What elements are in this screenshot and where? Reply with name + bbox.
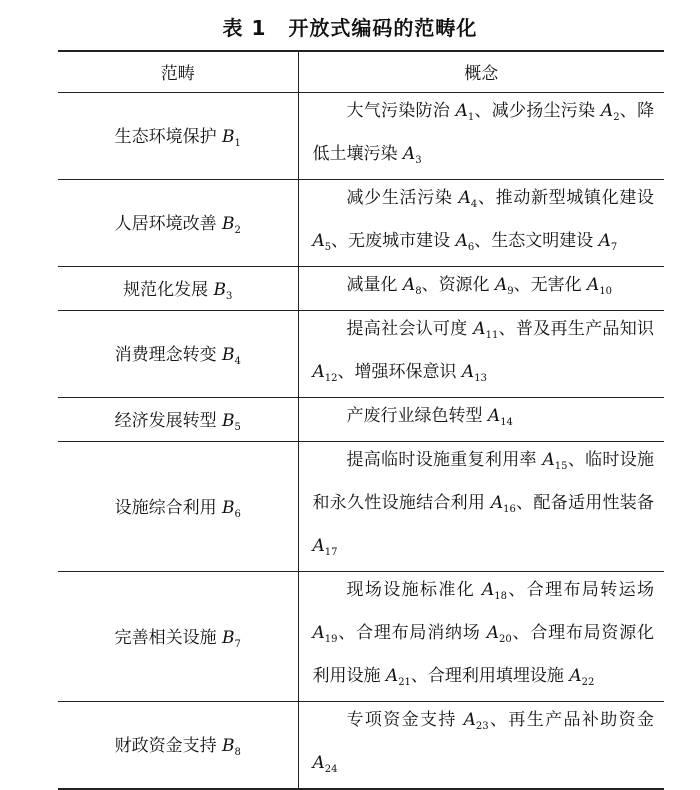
code-letter: A xyxy=(402,143,416,164)
concept-text xyxy=(313,442,655,571)
separator: 、 xyxy=(410,665,428,686)
code-index: 20 xyxy=(499,633,512,645)
code-letter: A xyxy=(486,622,500,643)
header-row xyxy=(58,51,664,92)
code-letter: A xyxy=(312,361,325,382)
code-index: 6 xyxy=(467,241,475,253)
separator: 、 xyxy=(337,622,357,643)
table-body xyxy=(58,92,664,789)
code-index: 24 xyxy=(324,763,338,775)
code-index: 8 xyxy=(415,285,422,297)
concept-cell xyxy=(298,179,664,266)
code-letter: A xyxy=(569,665,582,686)
category-name: 经济发展转型 xyxy=(114,410,217,431)
code-letter: B xyxy=(222,214,235,234)
code-letter: A xyxy=(490,492,504,513)
code-letter: A xyxy=(312,752,325,773)
concept-cell xyxy=(298,266,664,310)
code-letter: A xyxy=(402,274,416,295)
code-index: 17 xyxy=(324,546,338,558)
separator: 、 xyxy=(511,622,531,643)
code-letter: A xyxy=(458,187,471,208)
code-index: 2 xyxy=(234,225,241,236)
concept-name: 再生产品补助资金 xyxy=(508,709,655,730)
concept-name: 合理布局消纳场 xyxy=(356,622,481,643)
code-index: 7 xyxy=(234,638,241,650)
concept-name: 大气污染防治 xyxy=(346,100,450,121)
code-index: 5 xyxy=(234,421,241,433)
code-letter: A xyxy=(463,709,476,730)
code-letter: A xyxy=(494,274,508,295)
concept-name: 产废行业绿色转型 xyxy=(346,405,483,426)
code-index: 14 xyxy=(500,416,513,428)
coding-table xyxy=(58,50,664,790)
concept-name: 合理布局资源化利用设施 xyxy=(312,622,654,686)
code-letter: A xyxy=(598,230,611,251)
concept-cell xyxy=(298,310,664,397)
table-number: 表 1 xyxy=(222,16,267,40)
concept-name: 降低土壤污染 xyxy=(312,100,655,164)
concept-name: 现场设施标准化 xyxy=(346,579,476,600)
code-letter: A xyxy=(587,274,600,295)
category-cell xyxy=(58,441,298,571)
concept-cell xyxy=(298,441,664,571)
concept-cell xyxy=(298,397,664,441)
code-letter: A xyxy=(487,405,501,426)
table-row xyxy=(58,571,664,701)
code-index: 22 xyxy=(581,676,595,688)
code-letter: A xyxy=(455,100,468,121)
table-row xyxy=(58,397,664,441)
table-title xyxy=(0,12,700,41)
code-letter: B xyxy=(222,736,235,756)
code-index: 2 xyxy=(613,111,620,123)
category-cell xyxy=(58,571,298,701)
separator: 、 xyxy=(515,492,534,513)
concept-name: 合理布局转运场 xyxy=(526,579,655,600)
separator: 、 xyxy=(513,274,531,295)
code-index: 6 xyxy=(234,508,241,520)
code-index: 4 xyxy=(234,356,241,367)
category-name: 人居环境改善 xyxy=(114,214,217,234)
code-letter: A xyxy=(385,665,399,686)
concept-text xyxy=(313,180,655,266)
code-index: 15 xyxy=(554,460,568,472)
code-index: 19 xyxy=(324,633,338,645)
concept-name: 增强环保意识 xyxy=(354,361,457,382)
concept-text xyxy=(313,311,655,397)
category-name: 规范化发展 xyxy=(123,279,209,300)
category-name: 生态环境保护 xyxy=(114,127,217,147)
category-name: 设施综合利用 xyxy=(114,497,217,518)
concept-cell xyxy=(298,571,664,701)
separator: 、 xyxy=(567,449,586,470)
concept-name: 提高临时设施重复利用率 xyxy=(346,449,537,470)
code-index: 13 xyxy=(474,372,487,384)
code-letter: A xyxy=(312,230,325,251)
concept-name: 推动新型城镇化建设 xyxy=(495,187,655,208)
code-letter: B xyxy=(222,127,235,147)
code-letter: B xyxy=(222,410,235,431)
code-letter: A xyxy=(473,318,486,339)
table-row xyxy=(58,441,664,571)
code-index: 18 xyxy=(494,590,507,602)
separator: 、 xyxy=(337,361,355,382)
code-index: 21 xyxy=(398,676,411,688)
code-letter: B xyxy=(213,279,227,300)
code-index: 5 xyxy=(324,241,332,253)
concept-cell xyxy=(298,701,664,789)
category-name: 消费理念转变 xyxy=(114,345,217,365)
header-concept: 概念 xyxy=(298,51,664,92)
code-index: 3 xyxy=(415,154,422,166)
concept-name: 无害化 xyxy=(530,274,582,295)
category-cell xyxy=(58,92,298,179)
code-letter: A xyxy=(542,449,555,470)
concept-name: 减少扬尘污染 xyxy=(491,100,596,121)
concept-name: 资源化 xyxy=(438,274,490,295)
category-cell xyxy=(58,701,298,789)
code-index: 12 xyxy=(324,372,338,384)
separator: 、 xyxy=(506,579,527,600)
code-letter: A xyxy=(600,100,614,121)
concept-name: 合理利用填埋设施 xyxy=(427,665,564,686)
concept-name: 配备适用性装备 xyxy=(533,492,655,513)
concept-name: 提高社会认可度 xyxy=(346,318,468,339)
separator: 、 xyxy=(619,100,638,121)
separator: 、 xyxy=(331,230,349,251)
code-letter: A xyxy=(461,361,475,382)
code-index: 23 xyxy=(475,720,489,732)
concept-name: 减量化 xyxy=(346,274,398,295)
concept-text xyxy=(313,93,655,179)
concept-cell xyxy=(298,92,664,179)
table-row xyxy=(58,92,664,179)
code-letter: B xyxy=(222,627,235,648)
separator: 、 xyxy=(477,187,496,208)
concept-name: 临时设施和永久性设施结合利用 xyxy=(312,449,655,513)
code-letter: A xyxy=(312,535,325,556)
separator: 、 xyxy=(474,100,492,121)
category-name: 财政资金支持 xyxy=(114,736,217,756)
concept-name: 专项资金支持 xyxy=(346,709,457,730)
category-cell xyxy=(58,397,298,441)
code-index: 1 xyxy=(234,138,241,149)
concept-text xyxy=(313,702,655,788)
code-index: 16 xyxy=(503,503,516,515)
code-index: 4 xyxy=(470,198,478,210)
table-caption: 开放式编码的范畴化 xyxy=(288,16,478,40)
category-cell xyxy=(58,266,298,310)
concept-name: 生态文明建设 xyxy=(491,230,594,251)
table-row xyxy=(58,310,664,397)
code-index: 9 xyxy=(507,285,514,297)
table-row xyxy=(58,179,664,266)
code-letter: A xyxy=(455,230,468,251)
separator: 、 xyxy=(488,709,509,730)
code-letter: B xyxy=(222,345,235,365)
concept-name: 普及再生产品知识 xyxy=(515,318,655,339)
table-row xyxy=(58,701,664,789)
concept-text xyxy=(313,398,655,441)
table-row xyxy=(58,266,664,310)
category-name: 完善相关设施 xyxy=(114,627,217,648)
code-index: 11 xyxy=(485,329,499,341)
concept-name: 无废城市建设 xyxy=(348,230,451,251)
category-cell xyxy=(58,310,298,397)
header-category: 范畴 xyxy=(58,51,298,92)
category-cell xyxy=(58,179,298,266)
separator: 、 xyxy=(498,318,516,339)
code-index: 1 xyxy=(467,111,475,123)
separator: 、 xyxy=(421,274,439,295)
code-letter: A xyxy=(312,622,325,643)
code-index: 8 xyxy=(234,747,241,758)
code-index: 10 xyxy=(599,285,613,297)
separator: 、 xyxy=(474,230,492,251)
code-letter: B xyxy=(222,497,235,518)
concept-name: 减少生活污染 xyxy=(346,187,453,208)
code-letter: A xyxy=(481,579,495,600)
concept-text xyxy=(313,572,655,701)
code-index: 7 xyxy=(610,241,618,253)
concept-text xyxy=(313,267,655,310)
code-index: 3 xyxy=(226,290,233,302)
